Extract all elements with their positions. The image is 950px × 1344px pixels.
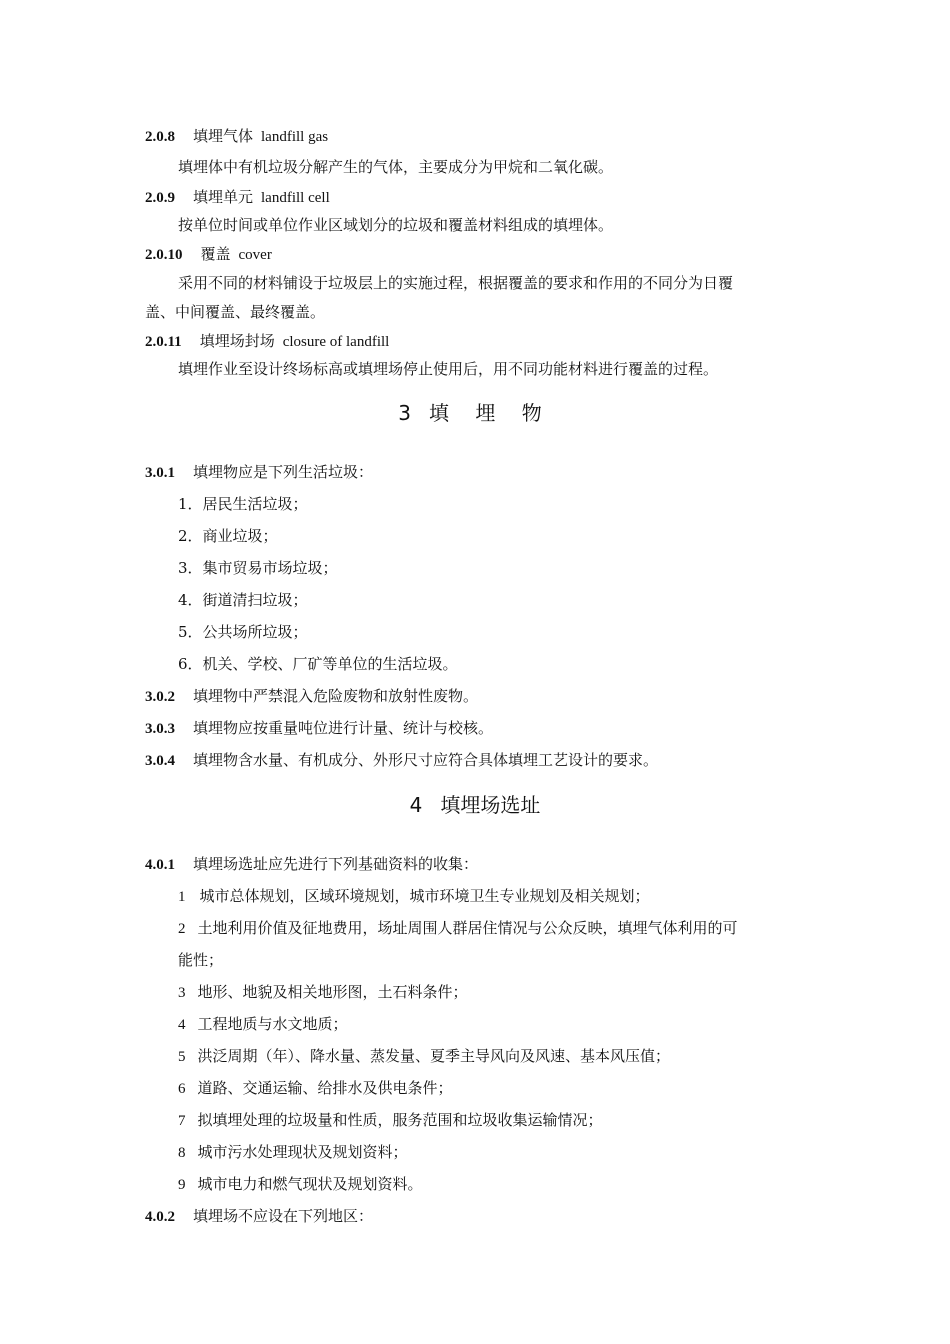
item-number: 2．: [178, 527, 203, 545]
clause-number: 4.0.1: [145, 857, 175, 873]
item-number: 8: [178, 1145, 186, 1161]
list-item-continued: 能性；: [178, 951, 224, 969]
clause-text: 填埋场选址应先进行下列基础资料的收集：: [193, 855, 479, 873]
item-number: 6: [178, 1081, 186, 1097]
list-item: [178, 590, 848, 610]
term-english: landfill gas: [261, 129, 329, 145]
item-text: 机关、学校、厂矿等单位的生活垃圾。: [202, 655, 458, 673]
clause-text: 填埋物应是下列生活垃圾：: [193, 463, 374, 481]
item-text: 居民生活垃圾；: [202, 495, 308, 513]
item-number: 4．: [178, 591, 203, 609]
item-number: 5．: [178, 623, 203, 641]
clause-number: 2.0.9: [145, 190, 175, 206]
item-number: 1: [178, 889, 186, 905]
item-text: 商业垃圾；: [202, 527, 278, 545]
list-item: [178, 526, 848, 546]
clause: [145, 854, 815, 875]
definition-text: 按单位时间或单位作业区域划分的垃圾和覆盖材料组成的填埋体。: [178, 216, 614, 234]
item-number: 6．: [178, 655, 203, 673]
clause-number: 3.0.4: [145, 753, 175, 769]
chapter-heading: [0, 400, 950, 426]
clause-text: 填埋物应按重量吨位进行计量、统计与校核。: [193, 719, 494, 737]
clause-number: 2.0.8: [145, 129, 175, 145]
chapter-number: 4: [409, 793, 423, 817]
item-number: 3: [178, 985, 186, 1001]
definition-text: 填埋体中有机垃圾分解产生的气体，主要成分为甲烷和二氧化碳。: [178, 158, 614, 176]
item-text: 公共场所垃圾；: [202, 623, 308, 641]
item-number: 2: [178, 921, 186, 937]
clause: [145, 750, 815, 771]
term-chinese: 填埋单元: [193, 188, 254, 206]
clause-text: 填埋场不应设在下列地区：: [193, 1207, 374, 1225]
list-item: [178, 982, 848, 1003]
definition-text: 采用不同的材料铺设于垃圾层上的实施过程，根据覆盖的要求和作用的不同分为日覆: [178, 274, 734, 292]
item-number: 7: [178, 1113, 186, 1129]
clause-text: 填埋物中严禁混入危险废物和放射性废物。: [193, 687, 479, 705]
definition-heading: [145, 331, 815, 352]
chapter-heading: [0, 792, 950, 818]
list-item: [178, 1014, 848, 1035]
list-item: [178, 558, 848, 578]
item-text: 街道清扫垃圾；: [202, 591, 308, 609]
clause-number: 2.0.11: [145, 334, 182, 350]
list-item: [178, 1142, 848, 1163]
item-text: 城市总体规划，区域环境规划，城市环境卫生专业规划及相关规划；: [199, 887, 650, 905]
item-number: 5: [178, 1049, 186, 1065]
term-english: landfill cell: [261, 190, 330, 206]
clause-text: 填埋物含水量、有机成分、外形尺寸应符合具体填埋工艺设计的要求。: [193, 751, 659, 769]
item-text: 城市污水处理现状及规划资料；: [197, 1143, 408, 1161]
definition-text-continued: 盖、中间覆盖、最终覆盖。: [145, 303, 326, 321]
list-item: [178, 1046, 848, 1067]
definition-text: 填埋作业至设计终场标高或填埋场停止使用后，用不同功能材料进行覆盖的过程。: [178, 360, 719, 378]
item-text: 工程地质与水文地质；: [197, 1015, 348, 1033]
definition-heading: [145, 187, 815, 208]
clause-number: 3.0.2: [145, 689, 175, 705]
list-item: [178, 494, 848, 514]
item-text: 土地利用价值及征地费用，场址周围人群居住情况与公众反映，填埋气体利用的可: [197, 919, 738, 937]
item-text: 道路、交通运输、给排水及供电条件；: [197, 1079, 453, 1097]
list-item: [178, 1078, 848, 1099]
chapter-title: 填 埋 物: [429, 401, 552, 425]
list-item: [178, 1110, 848, 1131]
chapter-title: 填埋场选址: [440, 793, 541, 817]
term-english: cover: [238, 247, 272, 263]
item-number: 9: [178, 1177, 186, 1193]
clause-number: 3.0.3: [145, 721, 175, 737]
term-chinese: 覆盖: [200, 245, 231, 263]
term-english: closure of landfill: [282, 334, 390, 350]
item-text: 洪泛周期（年）、降水量、蒸发量、夏季主导风向及风速、基本风压值；: [197, 1047, 671, 1065]
term-chinese: 填埋气体: [193, 127, 254, 145]
list-item: [178, 622, 848, 642]
clause-number: 3.0.1: [145, 465, 175, 481]
item-number: 1．: [178, 495, 203, 513]
item-number: 4: [178, 1017, 186, 1033]
item-text: 集市贸易市场垃圾；: [202, 559, 338, 577]
list-item: [178, 654, 848, 674]
list-item: [178, 1174, 848, 1195]
list-item: [178, 918, 848, 939]
chapter-number: 3: [398, 401, 411, 425]
item-text: 地形、地貌及相关地形图，土石料条件；: [197, 983, 468, 1001]
definition-heading: [145, 244, 815, 265]
clause: [145, 462, 815, 483]
clause: [145, 718, 815, 739]
clause: [145, 1206, 815, 1227]
clause-number: 4.0.2: [145, 1209, 175, 1225]
item-text: 城市电力和燃气现状及规划资料。: [197, 1175, 423, 1193]
definition-heading: [145, 126, 815, 147]
clause: [145, 686, 815, 707]
item-text: 拟填埋处理的垃圾量和性质，服务范围和垃圾收集运输情况；: [197, 1111, 603, 1129]
clause-number: 2.0.10: [145, 247, 183, 263]
list-item: [178, 886, 848, 907]
term-chinese: 填埋场封场: [199, 332, 275, 350]
item-number: 3．: [178, 559, 203, 577]
